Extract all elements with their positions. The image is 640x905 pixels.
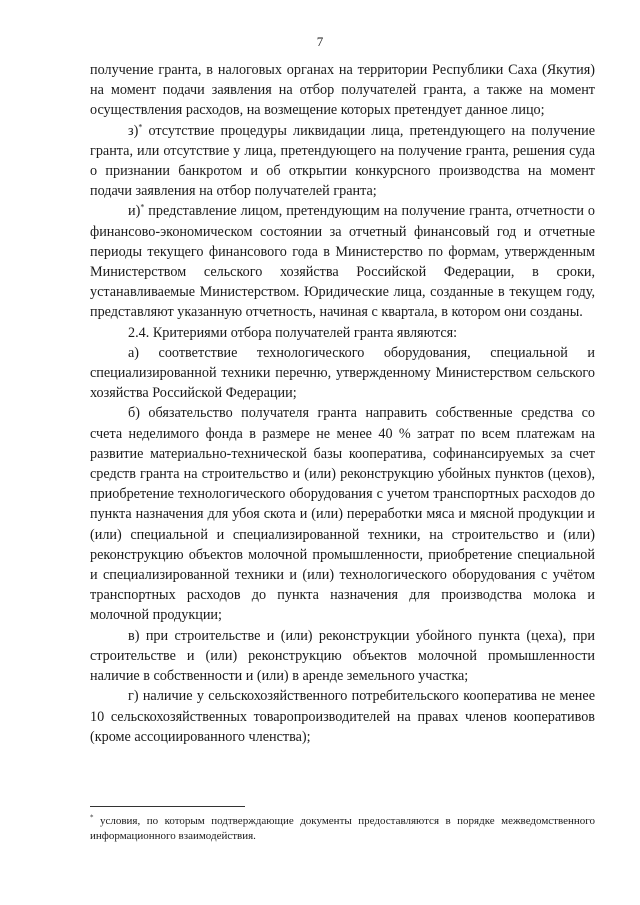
paragraph-text: а) соответствие технологического оборудования, специальной и специализированной техники перечню, утвержденному Министерством сельского хозяйства Российской Федерации;: [90, 344, 595, 402]
paragraph-criterion-v: [90, 626, 595, 687]
paragraph-text: в) при строительстве и (или) реконструкции убойного пункта (цеха), при строительстве и (или) реконструкцию объектов молочной промышленности наличие в собственности и (или) в аренде земельного участка;: [90, 627, 595, 685]
footnote-marker: *: [140, 202, 145, 212]
footnote-divider: [90, 806, 245, 807]
paragraph-text: представление лицом, претендующим на получение гранта, отчетности о финансово-экономическом состоянии за отчетный финансовый год и отчетные периоды текущего финансового года в Министерство по формам, утвержденным Министерством сельского хозяйства Российской Федерации, в сроки, устанавливаемые Министерством. Юридические лица, созданные в текущем году, представляют указанную отчетность, начиная с квартала, в котором они созданы.: [90, 203, 595, 321]
paragraph-criterion-g: [90, 686, 595, 747]
footnote: [90, 814, 595, 844]
paragraph-text: б) обязательство получателя гранта направить собственные средства со счета неделимого фонда в размере не менее 40 % затрат по всем платежам на развитие материально-технической базы кооператива, софинансируемых за счет средств гранта на строительство и (или) реконструкцию убойных пунктов (цехов), приобретение технологического оборудования с учетом транспортных расходов до пункта назначения для убоя скота и (или) переработки мяса и мясной продукции и (или) специальной и специализированной техники, на строительство и (или) реконструкцию объектов молочной промышленности, приобретение специальной и специализированной техники и (или) технологического оборудования с учётом транспортных расходов до пункта назначения для производства молока и молочной продукции;: [90, 405, 595, 624]
paragraph-section-2-4: [90, 323, 595, 343]
page-number: 7: [316, 34, 324, 49]
item-prefix: и): [128, 203, 141, 220]
paragraph-criterion-b: [90, 403, 595, 625]
paragraph-text: отсутствие процедуры ликвидации лица, претендующего на получение гранта, или отсутствие у лица, претендующего на получение гранта, решения суда о признании банкротом и об открытии конкурсного производства на момент подачи заявления на отбор получателей гранта;: [90, 122, 595, 200]
paragraph-continuation: [90, 60, 595, 121]
paragraph-text: 2.4. Критериями отбора получателей гранта являются:: [128, 324, 458, 341]
body-text: [90, 60, 595, 747]
paragraph-item-i: [90, 201, 595, 322]
footnote-text: условия, по которым подтверждающие документы предоставляются в порядке межведомственного информационного взаимодействия.: [90, 815, 595, 842]
footnote-marker: *: [90, 813, 94, 822]
paragraph-text: г) наличие у сельскохозяйственного потребительского кооператива не менее 10 сельскохозяйственных товаропроизводителей на правах членов кооперативов (кроме ассоциированного членства);: [90, 688, 595, 745]
paragraph-item-z: [90, 121, 595, 202]
item-prefix: з): [128, 122, 139, 139]
paragraph-text: получение гранта, в налоговых органах на территории Республики Саха (Якутия) на момент подачи заявления на отбор получателей гранта, а также на момент осуществления расходов, на возмещение которых претендует данное лицо;: [90, 62, 595, 119]
paragraph-criterion-a: [90, 343, 595, 404]
footnote-marker: *: [138, 121, 143, 131]
